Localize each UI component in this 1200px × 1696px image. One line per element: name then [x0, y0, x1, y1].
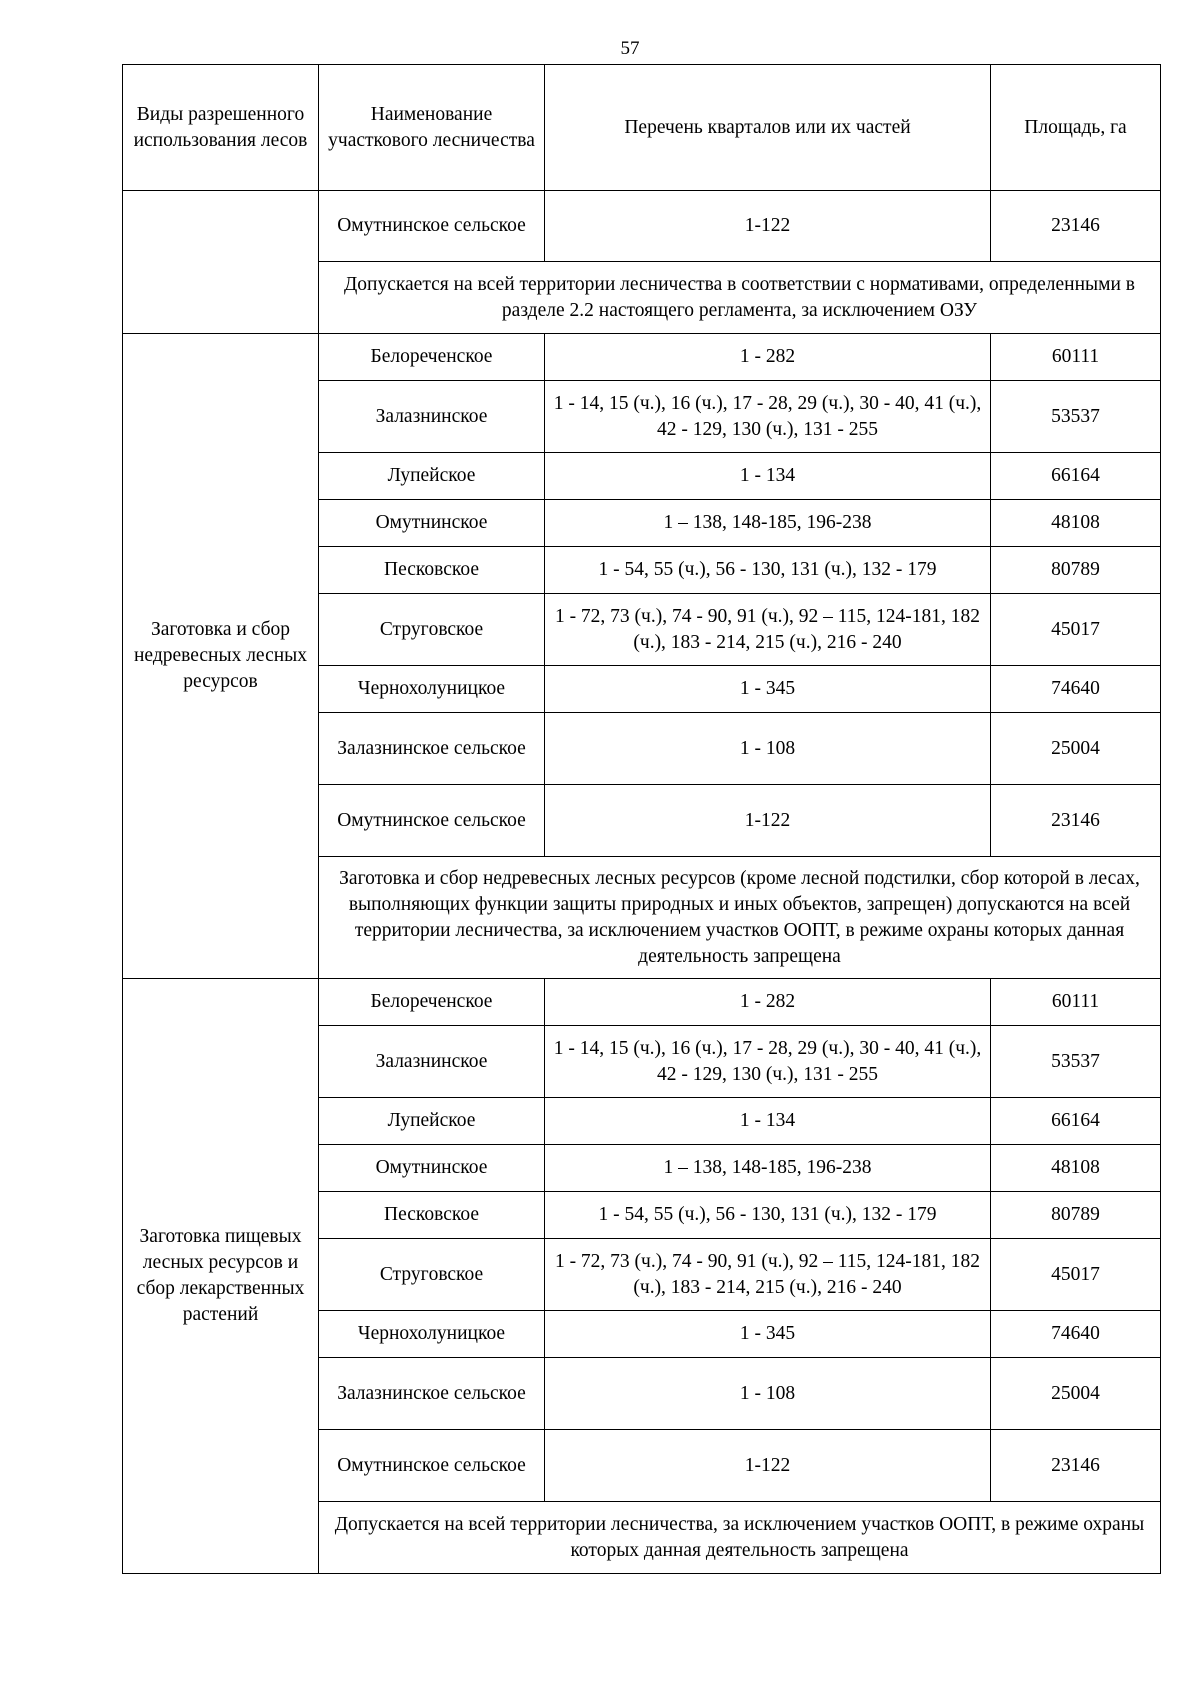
quarters-cell: 1 - 345 [545, 1311, 991, 1358]
quarters-cell: 1-122 [545, 1430, 991, 1502]
quarters-cell: 1 - 282 [545, 979, 991, 1026]
quarters-cell: 1 - 72, 73 (ч.), 74 - 90, 91 (ч.), 92 – 115, 124-181, 182 (ч.), 183 - 214, 215 (ч.), 216 - 240 [545, 594, 991, 666]
area-cell: 48108 [991, 1145, 1161, 1192]
table-header-row [123, 65, 1161, 191]
district-cell: Белореченское [319, 979, 545, 1026]
usage-cell-3: Заготовка пищевых лесных ресурсов и сбор лекарственных растений [123, 979, 319, 1574]
area-cell: 80789 [991, 1192, 1161, 1239]
area-cell: 23146 [991, 1430, 1161, 1502]
district-cell: Лупейское [319, 453, 545, 500]
quarters-cell: 1 - 14, 15 (ч.), 16 (ч.), 17 - 28, 29 (ч.), 30 - 40, 41 (ч.), 42 - 129, 130 (ч.), 131 - 255 [545, 381, 991, 453]
quarters-cell: 1 - 134 [545, 1098, 991, 1145]
district-cell: Чернохолуницкое [319, 1311, 545, 1358]
area-cell: 45017 [991, 1239, 1161, 1311]
district-cell: Залазнинское сельское [319, 1358, 545, 1430]
quarters-cell: 1-122 [545, 785, 991, 857]
area-cell: 60111 [991, 979, 1161, 1026]
district-cell: Залазнинское [319, 381, 545, 453]
quarters-cell: 1-122 [545, 191, 991, 262]
area-cell: 53537 [991, 1026, 1161, 1098]
header-usage-type: Виды разрешенного использования лесов [123, 65, 319, 191]
quarters-cell: 1 - 108 [545, 1358, 991, 1430]
forest-usage-table [122, 64, 1161, 1574]
district-cell: Чернохолуницкое [319, 666, 545, 713]
district-cell: Стругoвское [319, 1239, 545, 1311]
district-cell: Омутнинское сельское [319, 1430, 545, 1502]
note-cell-1: Допускается на всей территории лесничества в соответствии с нормативами, определенными в разделе 2.2 настоящего регламента, за исключением ОЗУ [319, 262, 1161, 334]
district-cell: Лупейское [319, 1098, 545, 1145]
usage-cell-1 [123, 191, 319, 334]
area-cell: 80789 [991, 547, 1161, 594]
quarters-cell: 1 - 134 [545, 453, 991, 500]
quarters-cell: 1 – 138, 148-185, 196-238 [545, 1145, 991, 1192]
district-cell: Залазнинское сельское [319, 713, 545, 785]
quarters-cell: 1 – 138, 148-185, 196-238 [545, 500, 991, 547]
header-district: Наименование участкового лесничества [319, 65, 545, 191]
quarters-cell: 1 - 14, 15 (ч.), 16 (ч.), 17 - 28, 29 (ч.), 30 - 40, 41 (ч.), 42 - 129, 130 (ч.), 131 - 255 [545, 1026, 991, 1098]
usage-cell-2: Заготовка и сбор недревесных лесных ресурсов [123, 334, 319, 979]
area-cell: 45017 [991, 594, 1161, 666]
district-cell: Омутнинское [319, 500, 545, 547]
quarters-cell: 1 - 54, 55 (ч.), 56 - 130, 131 (ч.), 132 - 179 [545, 1192, 991, 1239]
area-cell: 60111 [991, 334, 1161, 381]
district-cell: Омутнинское сельское [319, 191, 545, 262]
area-cell: 48108 [991, 500, 1161, 547]
header-quarters: Перечень кварталов или их частей [545, 65, 991, 191]
district-cell: Песковское [319, 1192, 545, 1239]
note-cell-3: Допускается на всей территории лесничества, за исключением участков ООПТ, в режиме охраны которых данная деятельность запрещена [319, 1502, 1161, 1574]
area-cell: 53537 [991, 381, 1161, 453]
area-cell: 66164 [991, 453, 1161, 500]
table-row [123, 334, 1161, 381]
district-cell: Омутнинское сельское [319, 785, 545, 857]
area-cell: 74640 [991, 666, 1161, 713]
area-cell: 25004 [991, 1358, 1161, 1430]
quarters-cell: 1 - 72, 73 (ч.), 74 - 90, 91 (ч.), 92 – 115, 124-181, 182 (ч.), 183 - 214, 215 (ч.), 216 - 240 [545, 1239, 991, 1311]
area-cell: 25004 [991, 713, 1161, 785]
area-cell: 23146 [991, 785, 1161, 857]
quarters-cell: 1 - 282 [545, 334, 991, 381]
area-cell: 74640 [991, 1311, 1161, 1358]
quarters-cell: 1 - 54, 55 (ч.), 56 - 130, 131 (ч.), 132 - 179 [545, 547, 991, 594]
note-cell-2: Заготовка и сбор недревесных лесных ресурсов (кроме лесной подстилки, сбор которой в лесах, выполняющих функции защиты природных и иных объектов, запрещен) допускаются на всей территории лесничества, за исключением участков ООПТ, в режиме охраны которых данная деятельность запрещена [319, 857, 1161, 979]
table-row [123, 191, 1161, 262]
district-cell: Песковское [319, 547, 545, 594]
header-area: Площадь, га [991, 65, 1161, 191]
quarters-cell: 1 - 345 [545, 666, 991, 713]
table-row [123, 979, 1161, 1026]
area-cell: 23146 [991, 191, 1161, 262]
area-cell: 66164 [991, 1098, 1161, 1145]
quarters-cell: 1 - 108 [545, 713, 991, 785]
page-number: 57 [620, 38, 640, 59]
district-cell: Омутнинское [319, 1145, 545, 1192]
district-cell: Стругoвское [319, 594, 545, 666]
district-cell: Залазнинское [319, 1026, 545, 1098]
district-cell: Белореченское [319, 334, 545, 381]
